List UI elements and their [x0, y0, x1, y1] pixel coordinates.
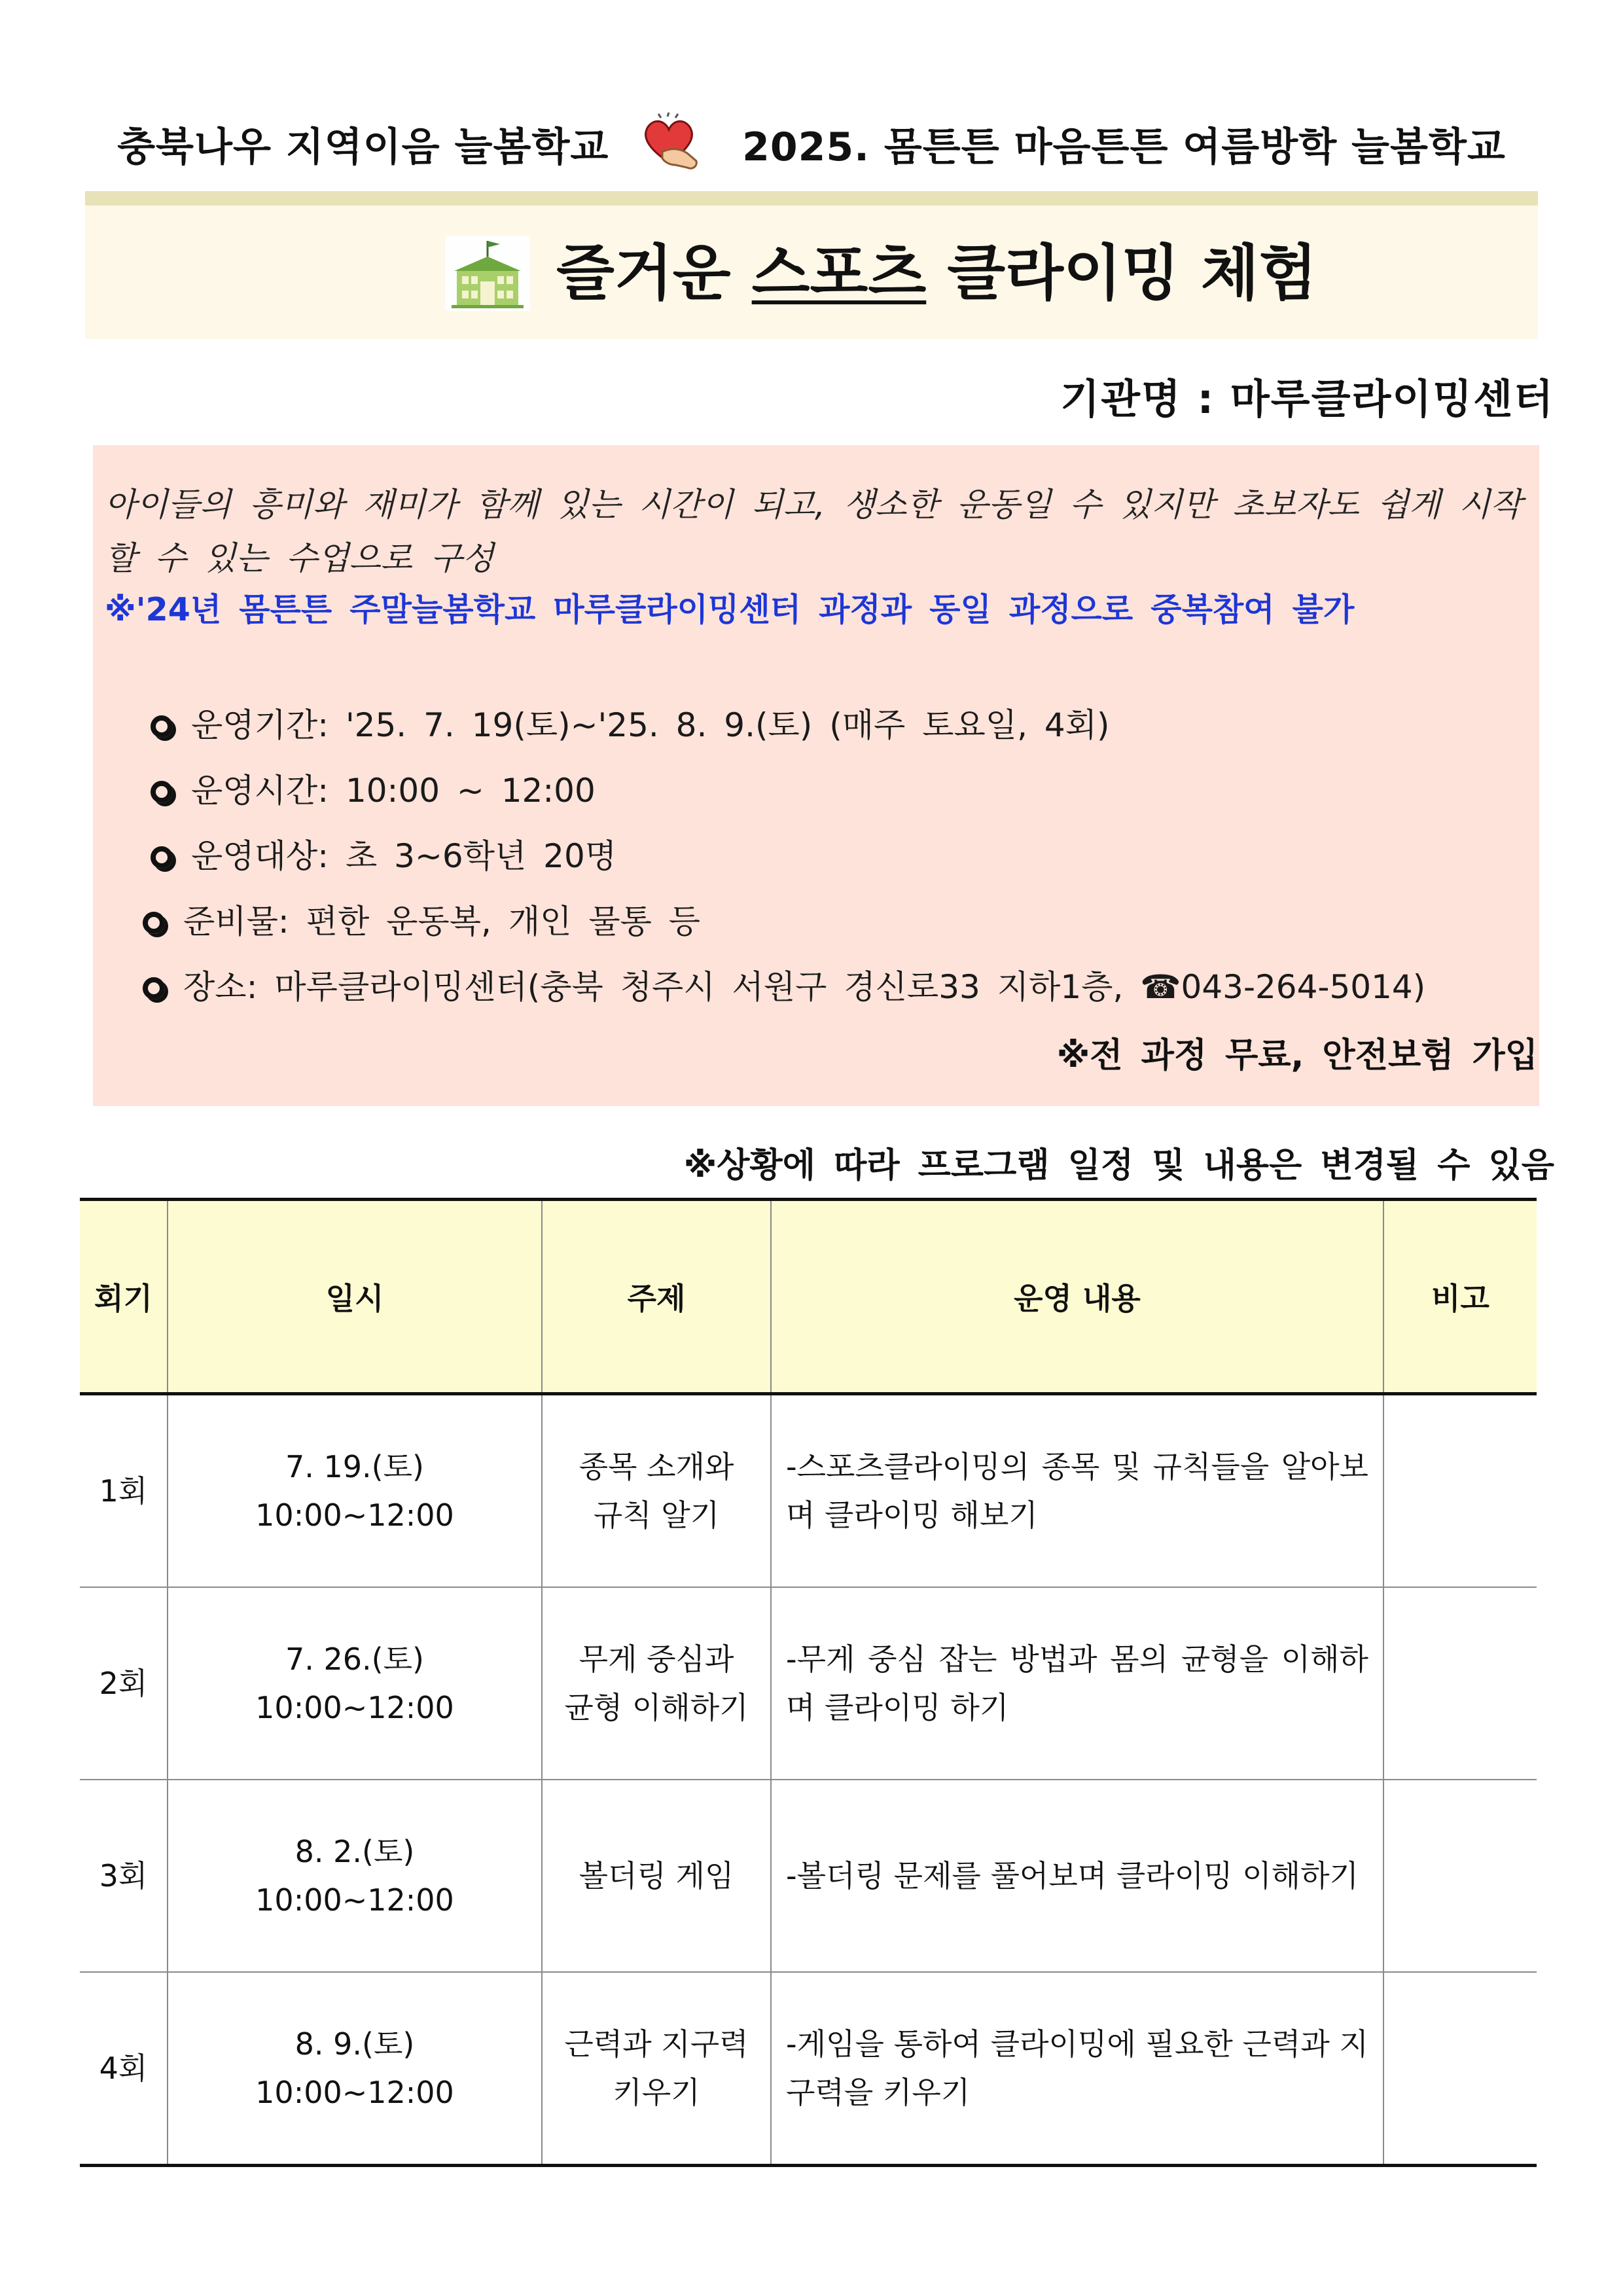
header-content: 운영 내용: [771, 1200, 1383, 1394]
detail-supplies: 준비물: 편한 운동복, 개인 물통 등: [143, 895, 700, 942]
document-header: [85, 111, 1538, 177]
detail-target: 운영대상: 초 3~6학년 20명: [151, 830, 616, 877]
header-right-text: 2025. 몸튼튼 마음튼튼 여름방학 늘봄학교: [742, 124, 1506, 170]
header-note: 비고: [1383, 1200, 1537, 1394]
cell-datetime: [168, 1972, 542, 2166]
page-title: [556, 236, 1317, 311]
cell-session: 2회: [80, 1587, 168, 1780]
cell-date: 8. 2.(토): [294, 1834, 415, 1869]
organization-name: 기관명 : 마루클라이밍센터: [1060, 375, 1554, 423]
bullet-circle-icon: [151, 715, 173, 738]
cell-time: 10:00~12:00: [255, 1882, 454, 1918]
table-row: [80, 1972, 1537, 2166]
cell-note: [1383, 1780, 1537, 1972]
cell-note: [1383, 1972, 1537, 2166]
table-header-row: [80, 1200, 1537, 1394]
cell-date: 7. 26.(토): [285, 1641, 424, 1677]
title-suffix: 클라이밍 체험: [926, 238, 1317, 308]
title-bar-accent: [85, 191, 1538, 206]
bullet-circle-icon: [151, 846, 173, 869]
table-row: [80, 1587, 1537, 1780]
cell-topic: 근력과 지구력 키우기: [542, 1972, 771, 2166]
cell-content: -게임을 통하여 클라이밍에 필요한 근력과 지구력을 키우기: [771, 1972, 1383, 2166]
header-topic: 주제: [542, 1200, 771, 1394]
cell-datetime: [168, 1780, 542, 1972]
cell-datetime: [168, 1587, 542, 1780]
header-session: 회기: [80, 1200, 168, 1394]
cell-time: 10:00~12:00: [255, 2075, 454, 2110]
cell-content: -볼더링 문제를 풀어보며 클라이밍 이해하기: [771, 1780, 1383, 1972]
free-insurance-note: ※전 과정 무료, 안전보험 가입: [1056, 1036, 1538, 1075]
cell-topic: 종목 소개와 규칙 알기: [542, 1394, 771, 1588]
intro-description: 아이들의 흥미와 재미가 함께 있는 시간이 되고, 생소한 운동일 수 있지만 초보자도 쉽게 시작할 수 있는 수업으로 구성: [105, 486, 1522, 577]
duplicate-participation-notice: ※'24년 몸튼튼 주말늘봄학교 마루클라이밍센터 과정과 동일 과정으로 중복참여 불가: [105, 591, 1355, 628]
detail-period: 운영기간: '25. 7. 19(토)~'25. 8. 9.(토) (매주 토요일, 4회): [151, 699, 1110, 746]
cell-session: 3회: [80, 1780, 168, 1972]
cell-topic: 무게 중심과 균형 이해하기: [542, 1587, 771, 1780]
cell-content: -스포츠클라이밍의 종목 및 규칙들을 알아보며 클라이밍 해보기: [771, 1394, 1383, 1588]
cell-session: 4회: [80, 1972, 168, 2166]
detail-location: 장소: 마루클라이밍센터(충북 청주시 서원구 경신로33 지하1층, ☎043-264-5014): [143, 961, 1425, 1008]
cell-time: 10:00~12:00: [255, 1690, 454, 1725]
cell-session: 1회: [80, 1394, 168, 1588]
heart-hand-icon: [636, 111, 702, 177]
table-row: [80, 1780, 1537, 1972]
schedule-change-note: ※상황에 따라 프로그램 일정 및 내용은 변경될 수 있음: [683, 1146, 1554, 1185]
cell-time: 10:00~12:00: [255, 1498, 454, 1533]
bullet-circle-icon: [143, 912, 165, 934]
detail-time: 운영시간: 10:00 ~ 12:00: [151, 764, 596, 812]
table-row: [80, 1394, 1537, 1588]
header-left-text: 충북나우 지역이음 늘봄학교: [117, 124, 609, 170]
bullet-circle-icon: [143, 977, 165, 999]
title-prefix: 즐거운: [556, 238, 752, 308]
cell-note: [1383, 1587, 1537, 1780]
title-underlined: 스포츠: [751, 238, 927, 308]
header-datetime: 일시: [168, 1200, 542, 1394]
schedule-table: [80, 1198, 1537, 2167]
cell-date: 8. 9.(토): [294, 2026, 415, 2062]
cell-content: -무게 중심 잡는 방법과 몸의 균형을 이해하며 클라이밍 하기: [771, 1587, 1383, 1780]
cell-note: [1383, 1394, 1537, 1588]
school-icon: [445, 236, 530, 311]
bullet-circle-icon: [151, 781, 173, 803]
cell-datetime: [168, 1394, 542, 1588]
cell-topic: 볼더링 게임: [542, 1780, 771, 1972]
cell-date: 7. 19.(토): [285, 1449, 424, 1484]
